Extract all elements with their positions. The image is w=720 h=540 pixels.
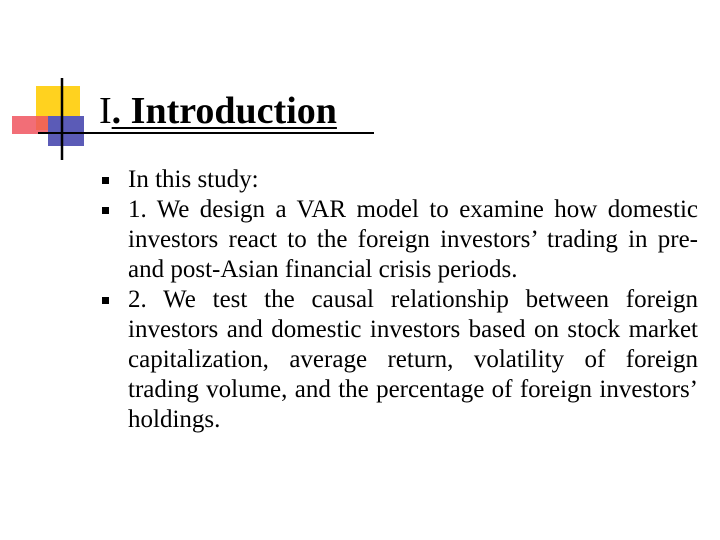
decor-blue-square bbox=[48, 116, 84, 146]
square-bullet-icon bbox=[102, 297, 109, 304]
slide-title bbox=[99, 86, 337, 136]
square-bullet-icon bbox=[102, 177, 109, 184]
square-bullet-icon bbox=[102, 207, 109, 214]
bullet-text: 2. We test the causal relationship between foreign investors and domestic investors based on stock market capitalization, average return, volatility of foreign trading volume, and the percentage of foreign investors’ holdings. bbox=[128, 286, 698, 433]
bullet-text: In this study: bbox=[128, 166, 259, 193]
bullet-item bbox=[98, 165, 698, 195]
title-text: . Introduction bbox=[111, 90, 337, 132]
bullet-item bbox=[98, 285, 698, 435]
bullet-list bbox=[98, 165, 698, 435]
bullet-text: 1. We design a VAR model to examine how domestic investors react to the foreign investors’ trading in pre- and post-Asian financial crisis periods. bbox=[128, 196, 698, 283]
title-numeral: I bbox=[99, 90, 112, 132]
bullet-item bbox=[98, 195, 698, 285]
